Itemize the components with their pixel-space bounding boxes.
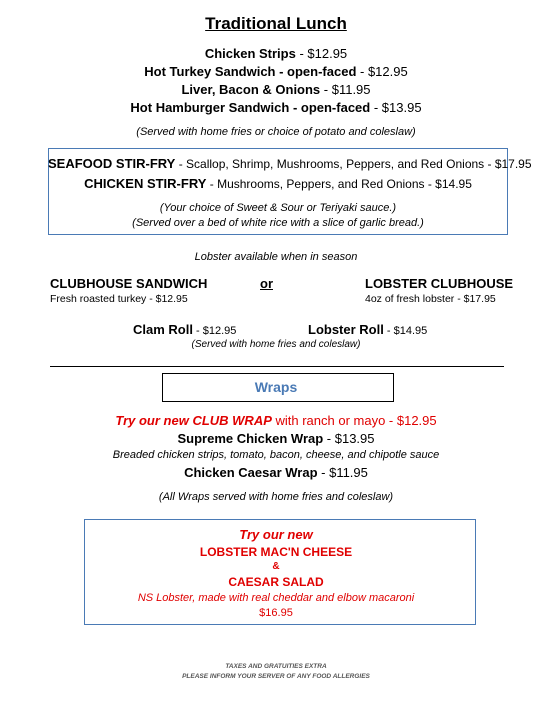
menu-item-liver-bacon: Liver, Bacon & Onions - $11.95 [181,82,371,97]
menu-item-clam-roll: Clam Roll - $12.95 [133,322,237,337]
lunch-note: (Served with home fries or choice of potato and coleslaw) [136,126,416,138]
stirfry-note-rice: (Served over a bed of white rice with a slice of garlic bread.) [132,217,424,229]
section-divider [50,366,504,367]
special-desc: NS Lobster, made with real cheddar and elbow macaroni [137,592,415,604]
menu-item-club-wrap: Try our new CLUB WRAP with ranch or mayo - $12.95 [115,413,437,428]
stirfry-note-sauce: (Your choice of Sweet & Sour or Teriyaki sauce.) [159,202,397,214]
special-caesar-salad: CAESAR SALAD [228,575,324,589]
footer-allergies: PLEASE INFORM YOUR SERVER OF ANY FOOD ALLERGIES [182,673,370,680]
wraps-heading: Wraps [254,379,298,395]
lobster-clubhouse-desc: 4oz of fresh lobster - $17.95 [365,293,496,305]
menu-item-hot-turkey: Hot Turkey Sandwich - open-faced - $12.95 [144,64,408,79]
rolls-note: (Served with home fries and coleslaw) [191,339,361,350]
wraps-note: (All Wraps served with home fries and coleslaw) [158,491,394,503]
special-mac-cheese: LOBSTER MAC'N CHEESE [199,545,353,559]
page-title: Traditional Lunch [205,14,347,33]
supreme-wrap-desc: Breaded chicken strips, tomato, bacon, cheese, and chipotle sauce [112,449,440,461]
menu-item-supreme-chicken-wrap: Supreme Chicken Wrap - $13.95 [177,431,375,446]
clubhouse-or: or [260,276,273,291]
lobster-clubhouse-title: LOBSTER CLUBHOUSE [365,276,514,291]
lobster-season-note: Lobster available when in season [194,251,358,263]
menu-item-chicken-strips: Chicken Strips - $12.95 [204,46,348,61]
menu-item-lobster-roll: Lobster Roll - $14.95 [308,322,428,337]
menu-item-seafood-stirfry: SEAFOOD STIR-FRY - Scallop, Shrimp, Mushrooms, Peppers, and Red Onions - $17.95 [48,156,532,171]
footer-taxes: TAXES AND GRATUITIES EXTRA [225,663,327,670]
special-price: $16.95 [259,607,293,619]
menu-item-chicken-caesar-wrap: Chicken Caesar Wrap - $11.95 [184,465,368,480]
menu-item-hot-hamburger: Hot Hamburger Sandwich - open-faced - $13.95 [130,100,422,115]
clubhouse-sandwich-title: CLUBHOUSE SANDWICH [50,276,208,291]
clubhouse-sandwich-desc: Fresh roasted turkey - $12.95 [50,293,188,305]
special-intro: Try our new [239,527,313,542]
special-ampersand: & [272,561,280,572]
menu-item-chicken-stirfry: CHICKEN STIR-FRY - Mushrooms, Peppers, and Red Onions - $14.95 [84,176,472,191]
